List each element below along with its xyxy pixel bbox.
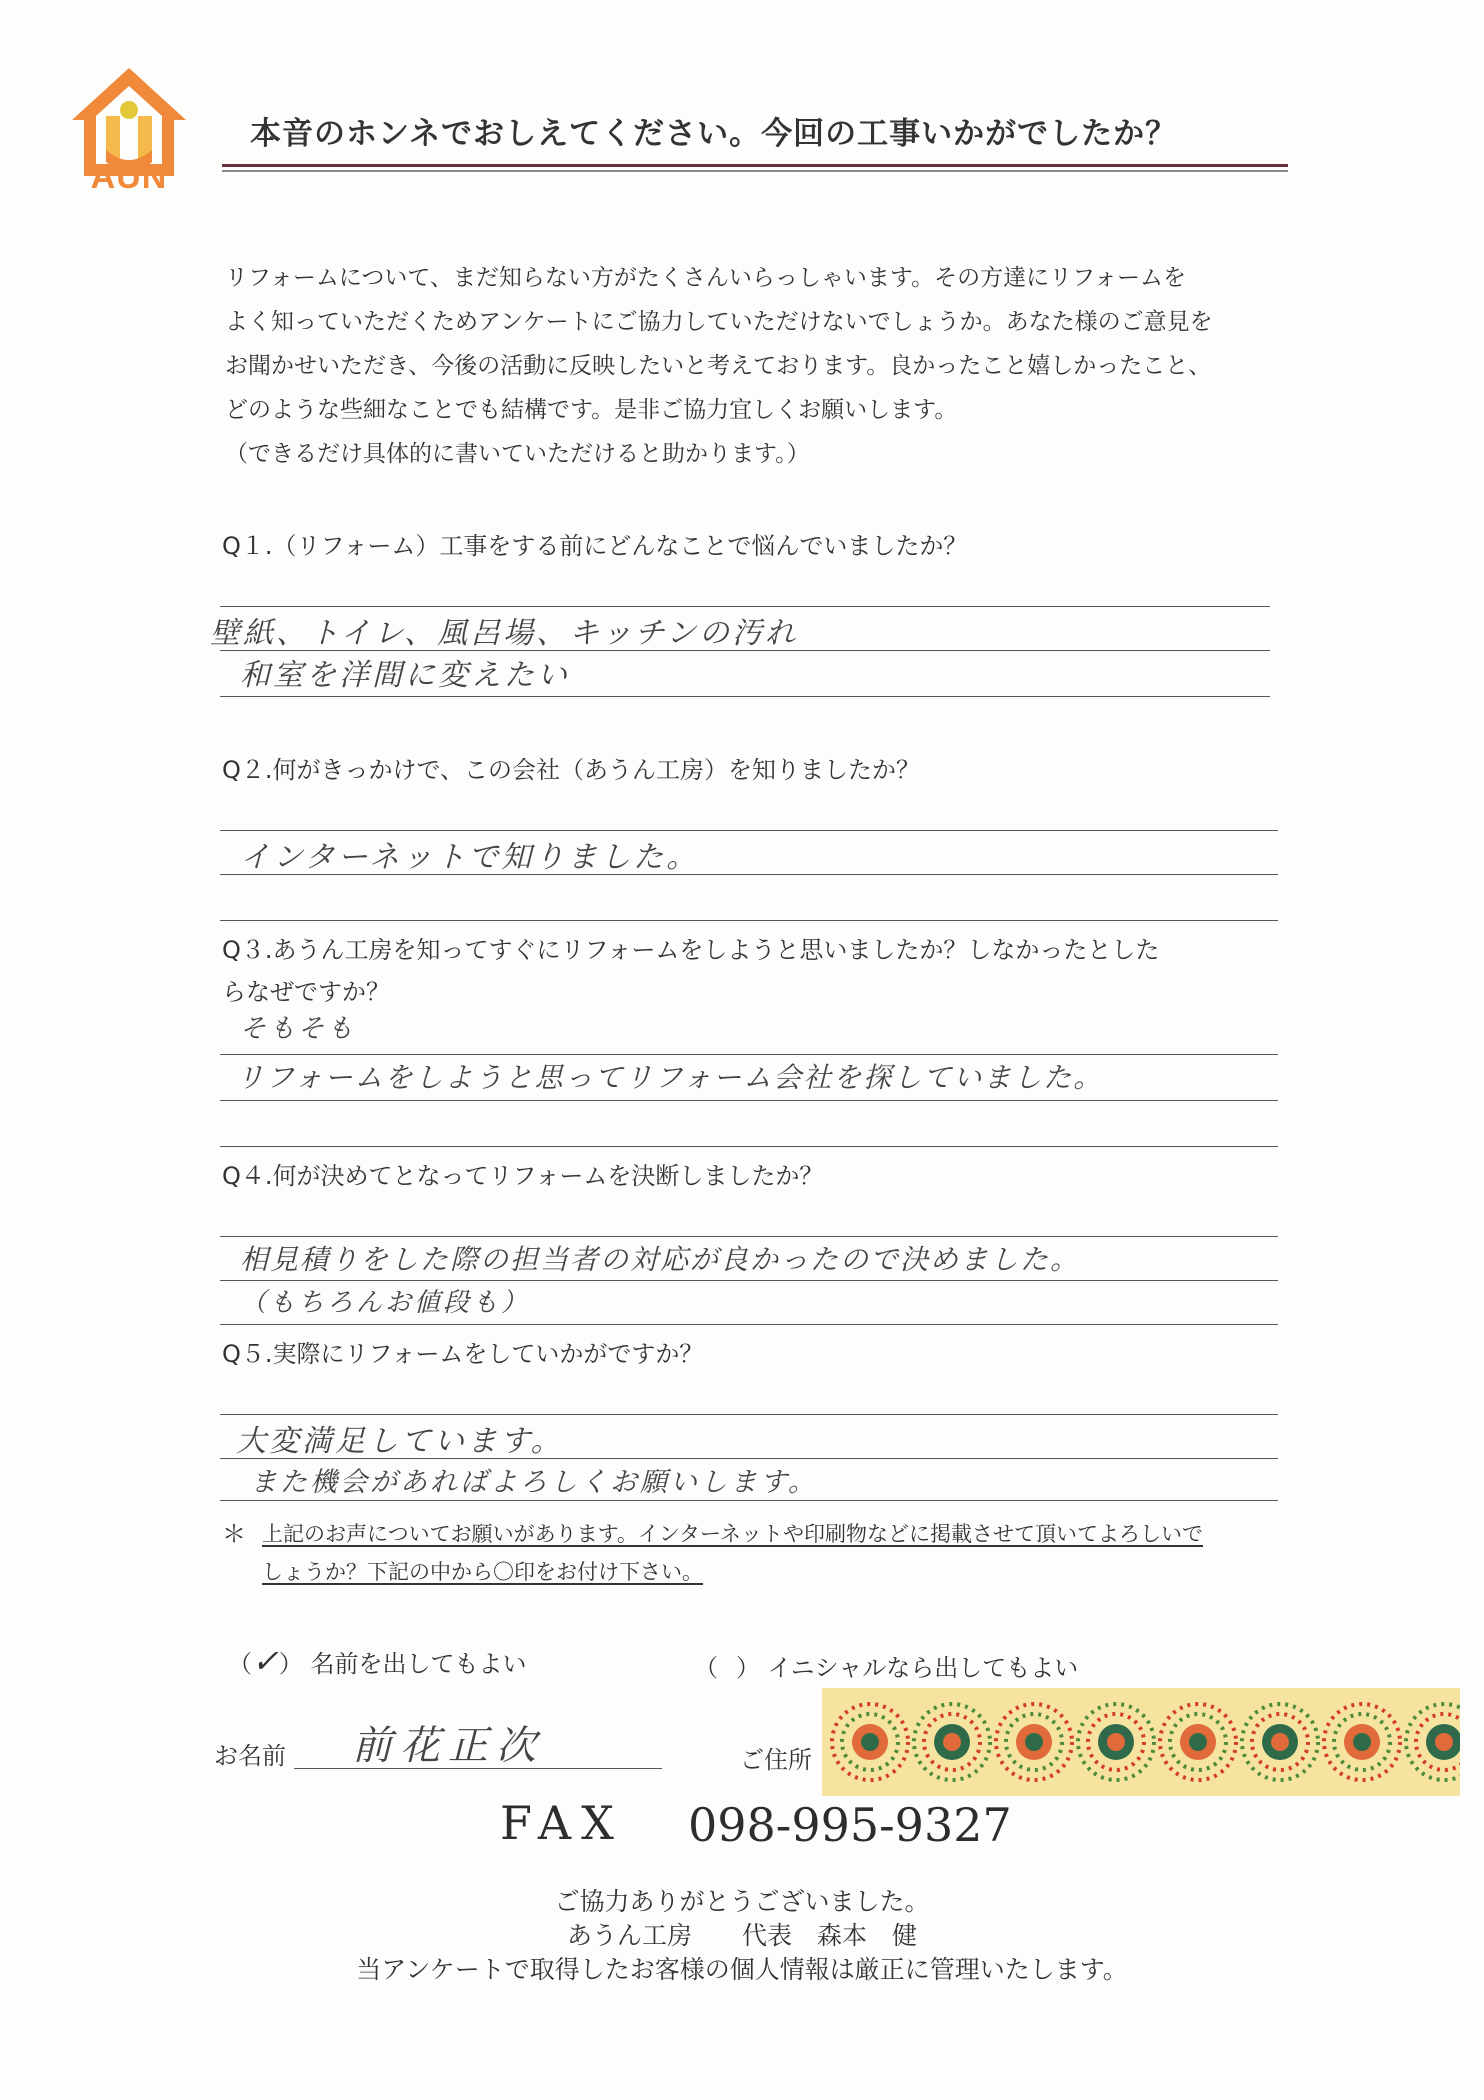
title-rule-2 [222,170,1288,172]
answer-line [220,1500,1278,1501]
intro-text [225,256,1305,476]
question-5: Q５.実際にリフォームをしていかがですか？ [222,1340,704,1368]
handwritten-answer: 和室を洋間に変えたい [240,658,570,693]
logo-text: AUN [90,158,168,196]
note-line-1: 上記のお声についてお願いがあります。インターネットや印刷物などに掲載させて頂いてよろしいで [262,1522,1204,1546]
title-rule [222,164,1288,167]
question-3: Q３.あうん工房を知ってすぐにリフォームをしようと思いましたか？しなかったとした [222,936,1160,964]
option-label: 名前を出してもよい [310,1650,527,1678]
footer-signature: あうん工房 代表 森本 健 [566,1921,917,1950]
question-1: Q１.（リフォーム）工事をする前にどんなことで悩んでいましたか？ [222,532,968,560]
footer-thanks: ご協力ありがとうございました。 [554,1887,930,1916]
handwritten-answer: また機会があればよろしくお願いします。 [250,1467,818,1498]
intro-line: どのような些細なことでも結構です。是非ご協力宜しくお願いします。 [225,397,958,423]
question-4: Q４.何が決めてとなってリフォームを決断しましたか？ [222,1162,824,1190]
paren-open: （ [694,1654,718,1682]
answer-line [220,1414,1278,1415]
paren-close: ） [736,1654,760,1682]
answer-line [220,1054,1278,1055]
footer-privacy: 当アンケートで取得したお客様の個人情報は厳正に管理いたします。 [356,1955,1128,1984]
fax-number: 098-995-9327 [688,1798,1012,1852]
handwritten-answer: 大変満足しています。 [236,1424,564,1459]
paren-close: ） [278,1650,303,1678]
answer-line [220,696,1270,697]
answer-line [220,606,1270,607]
address-label: ご住所 [740,1746,812,1774]
intro-line: リフォームについて、まだ知らない方がたくさんいらっしゃいます。その方達にリフォームを [225,265,1186,291]
checkmark-icon: ✓ [252,1642,279,1680]
intro-line: （できるだけ具体的に書いていただけると助かります。） [225,441,810,467]
answer-line [220,1324,1278,1325]
option-label: イニシャルなら出してもよい [767,1654,1079,1682]
handwritten-answer: 壁紙、トイレ、風呂場、キッチンの汚れ [210,616,798,651]
name-value: 前花正次 [352,1723,544,1769]
answer-line [220,1458,1278,1459]
page-title: 本音のホンネでおしえてください。今回の工事いかがでしたか？ [250,116,1178,152]
handwritten-answer: インターネットで知りました。 [240,840,700,875]
note-line-2: しょうか？下記の中から〇印をお付け下さい。 [262,1560,703,1584]
note-star: ＊ [222,1520,246,1548]
option-initial-ok[interactable] [694,1648,1078,1683]
question-3-cont: らなぜですか？ [222,978,390,1006]
handwritten-answer: （もちろんお値段も） [240,1288,531,1318]
question-2: Q２.何がきっかけで、この会社（あうん工房）を知りましたか？ [222,756,921,784]
handwritten-answer: 相見積りをした際の担当者の対応が良かったので決めました。 [240,1243,1081,1276]
paren-open: （ [228,1650,252,1678]
fax-label: FAX [500,1796,624,1850]
name-label: お名前 [214,1742,286,1770]
answer-line [220,1280,1278,1281]
handwritten-answer: リフォームをしようと思ってリフォーム会社を探していました。 [236,1061,1104,1094]
answer-line [220,874,1278,875]
answer-line [220,1100,1278,1101]
intro-line: お聞かせいただき、今後の活動に反映したいと考えております。良かったこと嬉しかったこと、 [225,353,1212,379]
answer-line [220,830,1278,831]
answer-line [220,920,1278,921]
option-name-ok[interactable] [228,1642,526,1680]
answer-line [220,1236,1278,1237]
decorative-tape [822,1688,1460,1796]
intro-line: よく知っていただくためアンケートにご協力していただけないでしょうか。あなた様のご意見を [225,309,1213,335]
answer-line [220,1146,1278,1147]
handwritten-answer: そもそも [240,1014,357,1044]
